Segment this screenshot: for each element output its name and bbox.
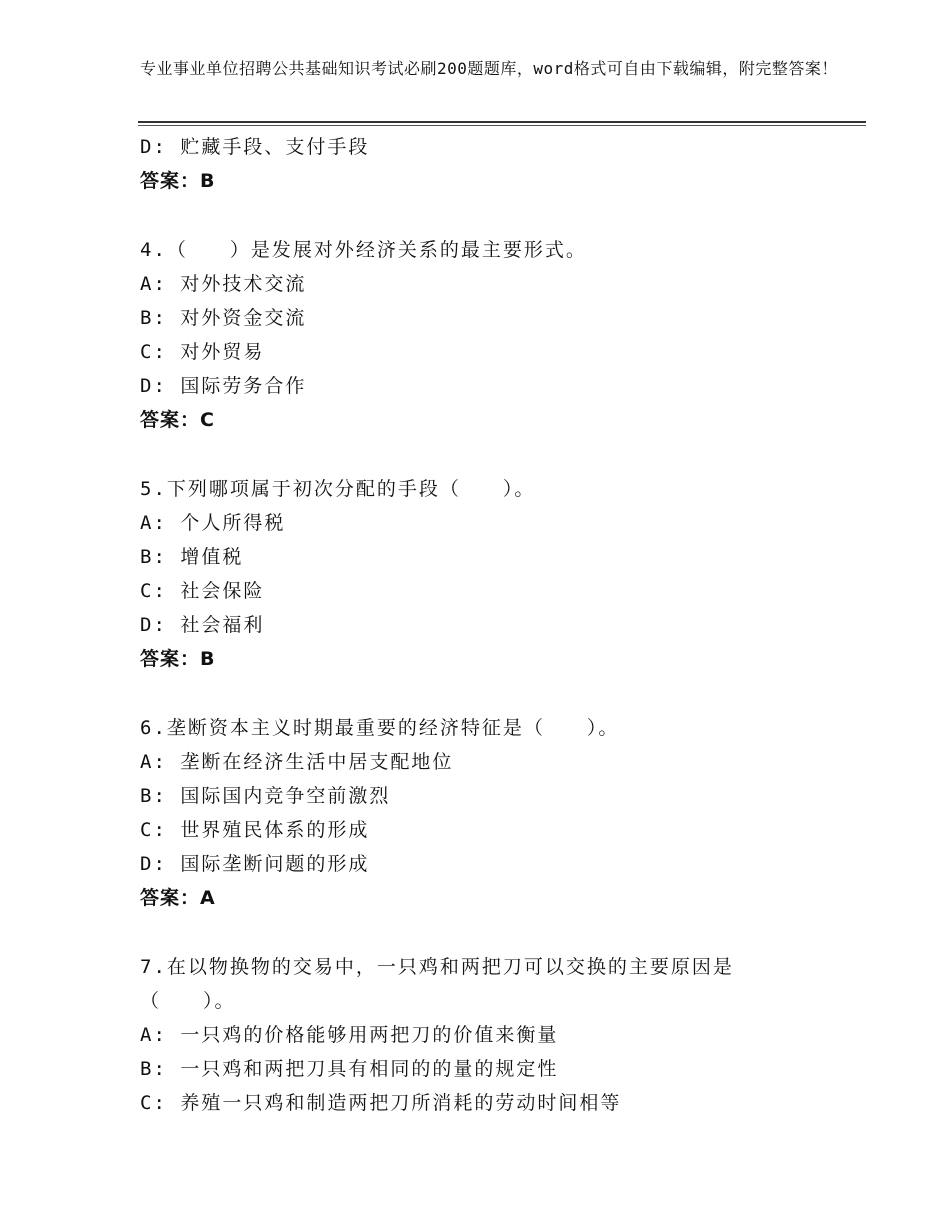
option-c: C: 对外贸易 [140, 341, 265, 363]
question-title: 5.下列哪项属于初次分配的手段（ ）。 [140, 478, 536, 500]
option-a: A: 垄断在经济生活中居支配地位 [140, 751, 454, 773]
question-7 [140, 950, 840, 1120]
option-c: C: 养殖一只鸡和制造两把刀所消耗的劳动时间相等 [140, 1092, 622, 1114]
question-content [140, 130, 840, 1120]
question-4 [140, 233, 840, 437]
option-b: B: 一只鸡和两把刀具有相同的的量的规定性 [140, 1058, 559, 1080]
answer-label: 答案：B [140, 648, 216, 670]
option-c: C: 社会保险 [140, 580, 265, 602]
spacer [140, 915, 840, 950]
question-title: 4.（ ）是发展对外经济关系的最主要形式。 [140, 239, 587, 261]
option-a: A: 个人所得税 [140, 512, 286, 534]
header-divider-thin [138, 125, 866, 126]
option-a: A: 对外技术交流 [140, 273, 307, 295]
spacer [140, 676, 840, 711]
spacer [140, 198, 840, 233]
spacer [140, 437, 840, 472]
option-b: B: 国际国内竞争空前激烈 [140, 785, 391, 807]
option-b: B: 对外资金交流 [140, 307, 307, 329]
option-d: D: 国际劳务合作 [140, 375, 307, 397]
header-divider [138, 121, 866, 123]
answer-label: 答案：A [140, 887, 216, 909]
option-b: B: 增值税 [140, 546, 244, 568]
question-5 [140, 472, 840, 676]
question-6 [140, 711, 840, 915]
option-d: D: 贮藏手段、支付手段 [140, 136, 370, 158]
page-header: 专业事业单位招聘公共基础知识考试必刷200题题库，word格式可自由下载编辑，附完整答案！ [140, 59, 838, 78]
option-d: D: 国际垄断问题的形成 [140, 853, 370, 875]
answer-label: 答案：C [140, 409, 215, 431]
question-title: 7.在以物换物的交易中，一只鸡和两把刀可以交换的主要原因是（ ）。 [140, 956, 734, 1012]
option-d: D: 社会福利 [140, 614, 265, 636]
question-title: 6.垄断资本主义时期最重要的经济特征是（ ）。 [140, 717, 620, 739]
question-3-tail [140, 130, 840, 198]
answer-label: 答案：B [140, 170, 216, 192]
option-a: A: 一只鸡的价格能够用两把刀的价值来衡量 [140, 1024, 559, 1046]
option-c: C: 世界殖民体系的形成 [140, 819, 370, 841]
